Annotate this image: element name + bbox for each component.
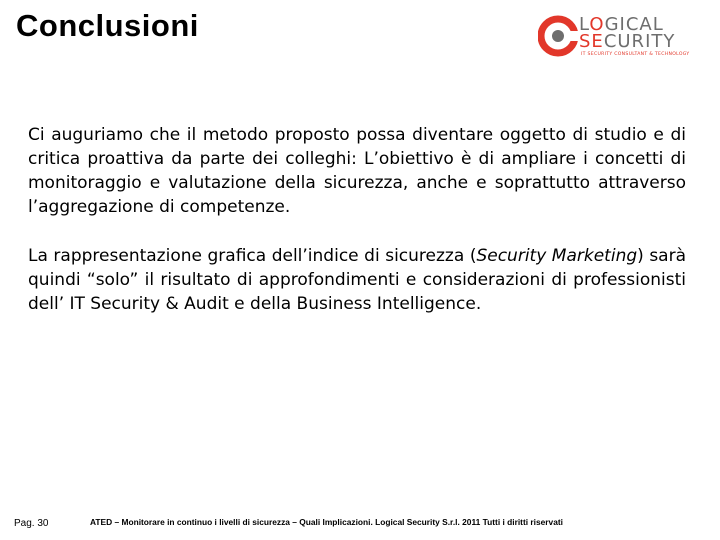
logo-tagline: IT SECURITY CONSULTANT & TECHNOLOGY xyxy=(581,52,690,57)
paragraph-text: La rappresentazione grafica dell’indice di sicurezza ( xyxy=(28,246,477,266)
italic-term: Security Marketing xyxy=(476,246,638,266)
page-number: Pag. 30 xyxy=(14,518,49,529)
footer-note: ATED – Monitorare in continuo i livelli di sicurezza – Quali Implicazioni. Logical Security S.r.l. 2011 Tutti i diritti riservati xyxy=(90,517,563,527)
paragraph-security-marketing xyxy=(28,244,686,316)
slide-title: Conclusioni xyxy=(16,8,199,43)
paragraph-conclusion: Ci auguriamo che il metodo proposto possa diventare oggetto di studio e di critica proattiva da parte dei colleghi: L’obiettivo è di ampliare i concetti di monitoraggio e valutazione della sicurezza, anche e soprattutto attraverso l’aggregazione di competenze. xyxy=(28,125,686,217)
paragraph-text: ) sarà quindi “solo” il risultato di approfondimenti e considerazioni di professionisti dell’ IT Security & Audit e della Business Intelligence. xyxy=(28,246,686,314)
logo-line-1: LOGICAL xyxy=(579,14,664,35)
logo-mark-icon xyxy=(538,14,582,58)
logo-line-2: SECURITY xyxy=(579,31,676,52)
logical-security-logo xyxy=(538,12,706,60)
